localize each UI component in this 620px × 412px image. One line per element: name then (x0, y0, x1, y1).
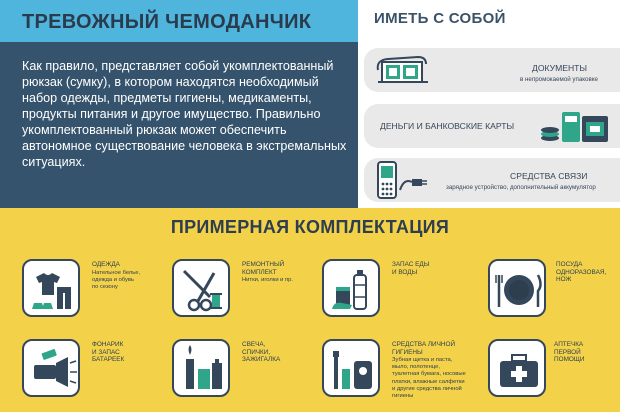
keep-item-documents (364, 48, 620, 92)
communication-sub: зарядное устройство, дополнительный аккумулятор (446, 184, 596, 191)
clothes-desc: Нательное белье, одежда и обувь по сезону (92, 270, 141, 291)
hygiene-title: СРЕДСТВА ЛИЧНОЙ ГИГИЕНЫ (392, 341, 456, 356)
money-cards-icon (538, 106, 612, 151)
food-water-icon (322, 259, 380, 317)
flashlight-icon (22, 339, 80, 397)
emergency-bag-description-panel (0, 42, 358, 208)
emergency-bag-header (0, 0, 358, 42)
documents-icon (374, 54, 432, 91)
documents-label: ДОКУМЕНТЫ (532, 63, 588, 73)
sewing-title: РЕМОНТНЫЙ КОМПЛЕКТ (242, 261, 285, 276)
sewing-kit-icon (172, 259, 230, 317)
emergency-bag-title: ТРЕВОЖНЫЙ ЧЕМОДАНЧИК (22, 11, 312, 33)
keep-with-you-panel (358, 0, 620, 208)
clothes-icon (22, 259, 80, 317)
keep-item-communication (364, 158, 620, 202)
dishes-icon (488, 259, 546, 317)
clothes-title: ОДЕЖДА (92, 261, 120, 268)
documents-sub: в непромокаемой упаковке (520, 76, 598, 83)
keep-item-money (364, 104, 620, 148)
hygiene-icon (322, 339, 380, 397)
first-aid-kit-icon (488, 339, 546, 397)
dishes-title: ПОСУДА ОДНОРАЗОВАЯ, НОЖ (556, 261, 607, 284)
first-aid-title: АПТЕЧКА ПЕРВОЙ ПОМОЩИ (554, 341, 585, 364)
money-label: ДЕНЬГИ И БАНКОВСКИЕ КАРТЫ (380, 121, 515, 131)
communication-label: СРЕДСТВА СВЯЗИ (510, 171, 588, 181)
flashlight-title: ФОНАРИК И ЗАПАС БАТАРЕЕК (92, 341, 125, 364)
food-water-title: ЗАПАС ЕДЫ И ВОДЫ (392, 261, 430, 276)
candle-title: СВЕЧА, СПИЧКИ, ЗАЖИГАЛКА (242, 341, 281, 364)
keep-with-you-title: ИМЕТЬ С СОБОЙ (374, 10, 506, 27)
sewing-desc: Нитки, иголки и пр. (242, 277, 293, 283)
phone-charger-icon (374, 160, 430, 205)
kit-title: ПРИМЕРНАЯ КОМПЛЕКТАЦИЯ (170, 217, 450, 237)
candle-matches-icon (172, 339, 230, 397)
kit-section (0, 208, 620, 412)
emergency-bag-description: Как правило, представляет собой укомплектованный рюкзак (сумку), в котором находятся необходимый набор одежды, предметы гигиены, медикаменты, продукты питания и другое имущество. Правильно укомплектованный рюкзак может обеспечить автономное существование человека в экстремальных ситуациях. (22, 59, 347, 169)
hygiene-desc: Зубная щетка и паста, мыло, полотенце, туалетная бумага, носовые платки, влажные салфетки и другие средства личной гигиены (392, 357, 466, 400)
